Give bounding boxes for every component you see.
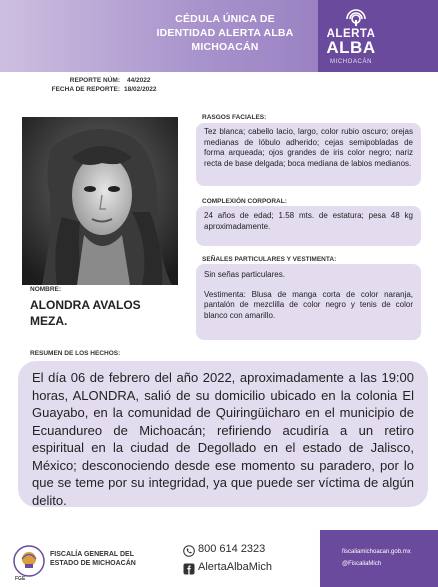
person-name: [30, 297, 141, 329]
logo-text-michoacan: MICHOACÁN: [329, 59, 373, 65]
senas-label: SEÑALES PARTICULARES Y VESTIMENTA:: [202, 256, 337, 263]
logo-text-alba: ALBA: [326, 38, 376, 57]
fge-name-line-2: ESTADO DE MICHOACÁN: [50, 560, 136, 567]
rasgos-panel: [196, 123, 421, 186]
facebook-icon: [183, 563, 195, 575]
header-title-line-1: CÉDULA ÚNICA DE: [175, 13, 275, 25]
resumen-label: RESUMEN DE LOS HECHOS:: [30, 350, 121, 357]
footer-fiscalia-handle[interactable]: @FiscaliaMich: [342, 561, 382, 567]
senas-panel: [196, 264, 421, 340]
complexion-panel: [196, 206, 421, 246]
report-number-value: 44/2022: [127, 77, 151, 84]
nombre-label: NOMBRE:: [30, 286, 62, 293]
fge-name: [50, 550, 136, 568]
header-title-line-2: IDENTIDAD ALERTA ALBA: [156, 27, 294, 39]
phone-number[interactable]: 800 614 2323: [198, 543, 266, 555]
fge-badge-text: FGE: [15, 576, 26, 582]
phone-icon: [183, 545, 195, 557]
alerta-alba-logo-icon: [344, 6, 368, 30]
footer-right-panel: [320, 530, 438, 587]
missing-person-photo: [22, 117, 178, 285]
complexion-label: COMPLEXIÓN CORPORAL:: [202, 198, 287, 205]
rasgos-label: RASGOS FACIALES:: [202, 114, 267, 121]
report-date-value: 18/02/2022: [124, 86, 157, 93]
resumen-panel: [18, 361, 428, 507]
rasgos-text: Tez blanca; cabello lacio, largo, color rubio oscuro; orejas medianas de lóbulo adherido; cejas semipobladas de forma arqueada; ojos grandes de iris color negro; nariz recta de base delgada; boca mediana de labios medianos.: [204, 127, 413, 168]
complexion-text: 24 años de edad; 1.58 mts. de estatura; pesa 48 kg aproximadamente.: [204, 211, 413, 231]
resumen-text: El día 06 de febrero del año 2022, aproximadamente a las 19:00 horas, ALONDRA, salió de su domicilio ubicado en la colonia El Guayabo, en la comunidad de Quiringüicharo en el municipio de Ecuandureo de Michoacán; refiriendo acudiría a un retiro espiritual en la ciudad de Degollado en el estado de Jalisco, México; desconociendo desde ese momento su paradero, por lo que se teme por su integridad, ya que puede ser víctima de algún delito.: [32, 370, 414, 508]
senas-text-1: Sin señas particulares.: [204, 270, 285, 279]
footer-website[interactable]: fiscaliamichoacan.gob.mx: [342, 549, 411, 555]
header-title-line-3: MICHOACÁN: [191, 41, 259, 53]
person-name-line-1: ALONDRA AVALOS: [30, 298, 141, 312]
report-number-label: REPORTE NÚM:: [69, 77, 120, 84]
report-date-label: FECHA DE REPORTE:: [51, 86, 120, 93]
fge-seal-icon: [12, 544, 46, 578]
senas-text-2: Vestimenta: Blusa de manga corta de color naranja, pantalón de mezclilla de color negro y tenis de color blanco con amarillo.: [204, 289, 413, 320]
header-title: [140, 12, 310, 54]
social-handle[interactable]: AlertaAlbaMich: [198, 561, 272, 573]
fge-name-line-1: FISCALÍA GENERAL DEL: [50, 551, 135, 558]
person-name-line-2: MEZA.: [30, 314, 68, 328]
portrait-image: [22, 117, 178, 285]
logo-text-alerta: ALERTA: [326, 28, 376, 40]
